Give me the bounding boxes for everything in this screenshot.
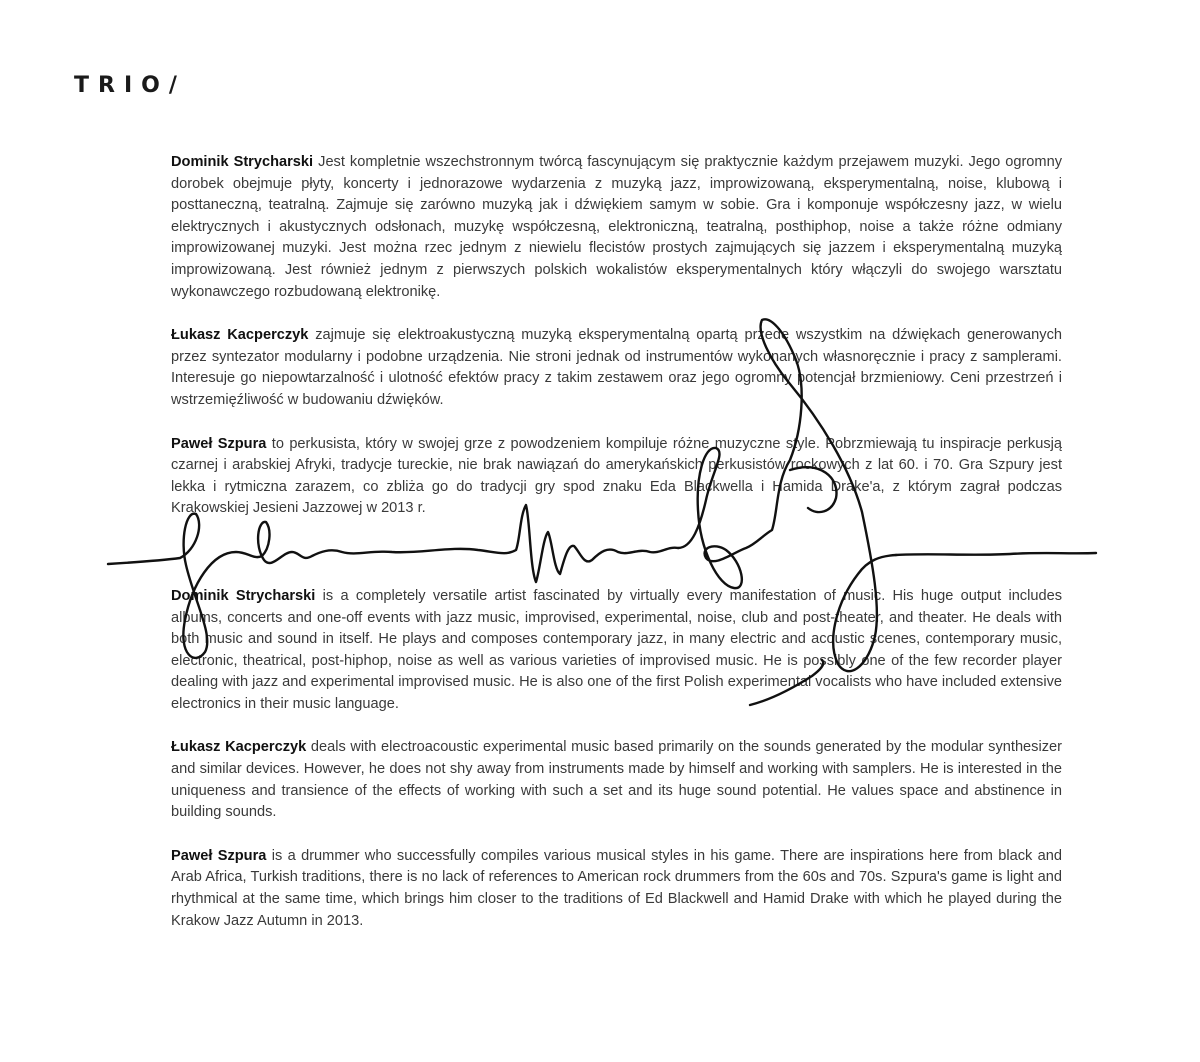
bio-content — [171, 152, 1062, 932]
bio-en-szpura — [171, 846, 1062, 932]
bio-en-strycharski — [171, 586, 1062, 716]
bio-text: Jest kompletnie wszechstronnym twórcą fascynującym się praktycznie każdym przejawem muzyki. Jego ogromny dorobek obejmuje płyty, koncerty i jednorazowe wydarzenia z muzyką jazz, improwizowaną, eksperymentalną, noise, klubową i posttaneczną, teatralną. Zajmuje się zarówno muzyką jak i dźwiękiem samym w sobie. Gra i komponuje współczesny jazz, w wielu elektrycznych i akustycznych odsłonach, muzykę współczesną, elektroniczną, teatralną, posthiphop, noise a także różne odmiany improwizowanej muzyki. Jest można rzec jednym z niewielu flecistów prostych zajmujących się jazzem i eksperymentalną muzyką improwizowaną. Jest również jednym z pierwszych polskich wokalistów eksperymentalnych który włączyli do swojego warsztatu wykonawczego rozbudowaną elektronikę. — [171, 154, 1062, 300]
bio-name: Dominik Strycharski — [171, 154, 314, 170]
bio-text: is a drummer who successfully compiles various musical styles in his game. There are inspirations here from black and Arab Africa, Turkish traditions, there is no lack of references to American rock drummers from the 60s and 70s. Szpura's game is light and rhythmical at the same time, which brings him closer to the traditions of Ed Blackwell and Hamid Drake with which he played during the Krakow Jazz Autumn in 2013. — [171, 847, 1062, 929]
bio-pl-strycharski — [171, 152, 1062, 303]
bio-pl-kacperczyk — [171, 325, 1062, 411]
bio-name: Łukasz Kacperczyk — [171, 739, 307, 756]
bio-name: Łukasz Kacperczyk — [171, 327, 309, 344]
bio-text: is a completely versatile artist fascinated by virtually every manifestation of music. His huge output includes albums, concerts and one-off events with jazz music, improvised, experimental, noise, club and post-theater, and theater. He deals with both music and sound in itself. He plays and composes contemporary jazz, in many electric and acoustic scenes, contemporary music, electronic, theatrical, post-hiphop, noise as well as various varieties of improvised music. He is possibly one of the few recorder player dealing with jazz and experimental improvised music. He is also one of the first Polish experimental vocalists who have included extensive electronics in their music language. — [171, 587, 1062, 712]
bio-name: Paweł Szpura — [171, 847, 267, 864]
trio-logo: TRIO/ — [74, 73, 186, 98]
bio-text: zajmuje się elektroakustyczną muzyką eksperymentalną opartą przede wszystkim na dźwiękach generowanych przez syntezator modularny i podobne urządzenia. Nie stroni jednak od instrumentów wykonanych własnoręcznie i pracy z samplerami. Interesuje go niepowtarzalność i ulotność efektów pracy z takim zestawem oraz jego ogromny potencjał brzmieniowy. Ceni przestrzeń i wstrzemięźliwość w budowaniu dźwięków. — [171, 327, 1062, 408]
bio-name: Paweł Szpura — [171, 435, 267, 452]
bio-name: Dominik Strycharski — [171, 587, 316, 604]
bio-pl-szpura — [171, 434, 1062, 520]
bio-en-kacperczyk — [171, 737, 1062, 823]
bio-text: deals with electroacoustic experimental music based primarily on the sounds generated by the modular synthesizer and similar devices. However, he does not shy away from instruments made by himself and working with samplers. He is interested in the uniqueness and transience of the effects of working with such a set and its huge sound potential. He values space and abstinence in building sounds. — [171, 739, 1062, 821]
bio-text: to perkusista, który w swojej grze z powodzeniem kompiluje różne muzyczne style. Pobrzmiewają tu inspiracje perkusją czarnej i arabskiej Afryki, tradycje tureckie, nie brak nawiązań do amerykańskich perkusistów rockowych z lat 60. i 70. Gra Szpury jest lekka i rytmiczna zarazem, co zbliża go do tradycji gry spod znaku Eda Blackwella i Hamida Drake'a, z którym zagrał podczas Krakowskiej Jesieni Jazzowej w 2013 r. — [171, 435, 1062, 517]
